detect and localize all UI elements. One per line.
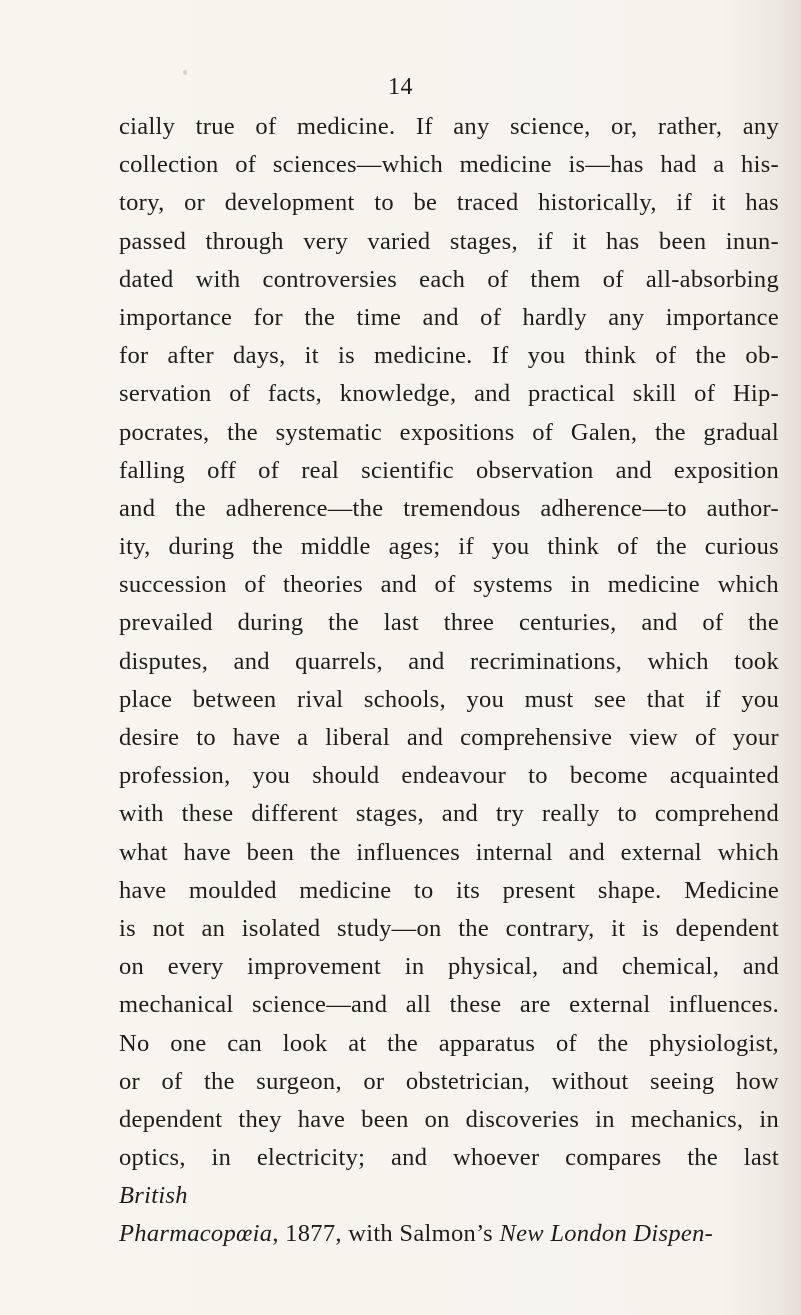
text-line: desire to have a liberal and comprehensive view of your [119, 724, 779, 751]
text-line: and the adherence—the tremendous adherence—to author- [119, 494, 779, 522]
text-line: mechanical science—and all these are external influences. [119, 991, 779, 1019]
text-line: is not an isolated study—on the contrary, it is dependent [119, 914, 779, 942]
text-line: optics, in electricity; and whoever compares the last [119, 1144, 779, 1172]
text-line: for after days, it is medicine. If you think of the ob- [119, 342, 779, 370]
italic-title: New London Dispen- [499, 1220, 714, 1248]
text-line: tory, or development to be traced historically, if it has [119, 189, 779, 217]
text-line: collection of sciences—which medicine is—has had a his- [119, 151, 779, 179]
text-line-final [119, 1215, 779, 1253]
text-line: cially true of medicine. If any science, or, rather, any [119, 113, 779, 140]
text-line: place between rival schools, you must see that if you [119, 685, 779, 713]
text-line: servation of facts, knowledge, and practical skill of Hip- [119, 380, 779, 408]
text-span: , 1877, with Salmon’s [272, 1220, 500, 1248]
text-line: No one can look at the apparatus of the physiologist, [119, 1029, 779, 1057]
text-line: prevailed during the last three centuries, and of the [119, 609, 779, 637]
page-number: 14 [388, 74, 413, 100]
text-line: ity, during the middle ages; if you think of the curious [119, 533, 779, 561]
text-line: pocrates, the systematic expositions of Galen, the gradual [119, 418, 779, 446]
text-line: what have been the influences internal and external which [119, 838, 779, 866]
italic-title: British [119, 1182, 188, 1210]
text-line: importance for the time and of hardly any importance [119, 303, 779, 331]
text-line: dependent they have been on discoveries in mechanics, in [119, 1105, 779, 1133]
text-line: disputes, and quarrels, and recriminations, which took [119, 647, 779, 675]
text-line: falling off of real scientific observation and exposition [119, 456, 779, 484]
italic-title: Pharmacopœia [119, 1220, 273, 1248]
text-line: with these different stages, and try really to comprehend [119, 800, 779, 828]
text-line: dated with controversies each of them of all-absorbing [119, 265, 779, 293]
text-line: succession of theories and of systems in medicine which [119, 571, 779, 599]
text-line: passed through very varied stages, if it has been inun- [119, 227, 779, 255]
text-line [119, 1177, 779, 1215]
body-text [119, 108, 779, 1254]
text-line: on every improvement in physical, and chemical, and [119, 953, 779, 981]
text-line: profession, you should endeavour to become acquainted [119, 762, 779, 790]
text-line: or of the surgeon, or obstetrician, without seeing how [119, 1067, 779, 1095]
text-line: have moulded medicine to its present shape. Medicine [119, 876, 779, 904]
